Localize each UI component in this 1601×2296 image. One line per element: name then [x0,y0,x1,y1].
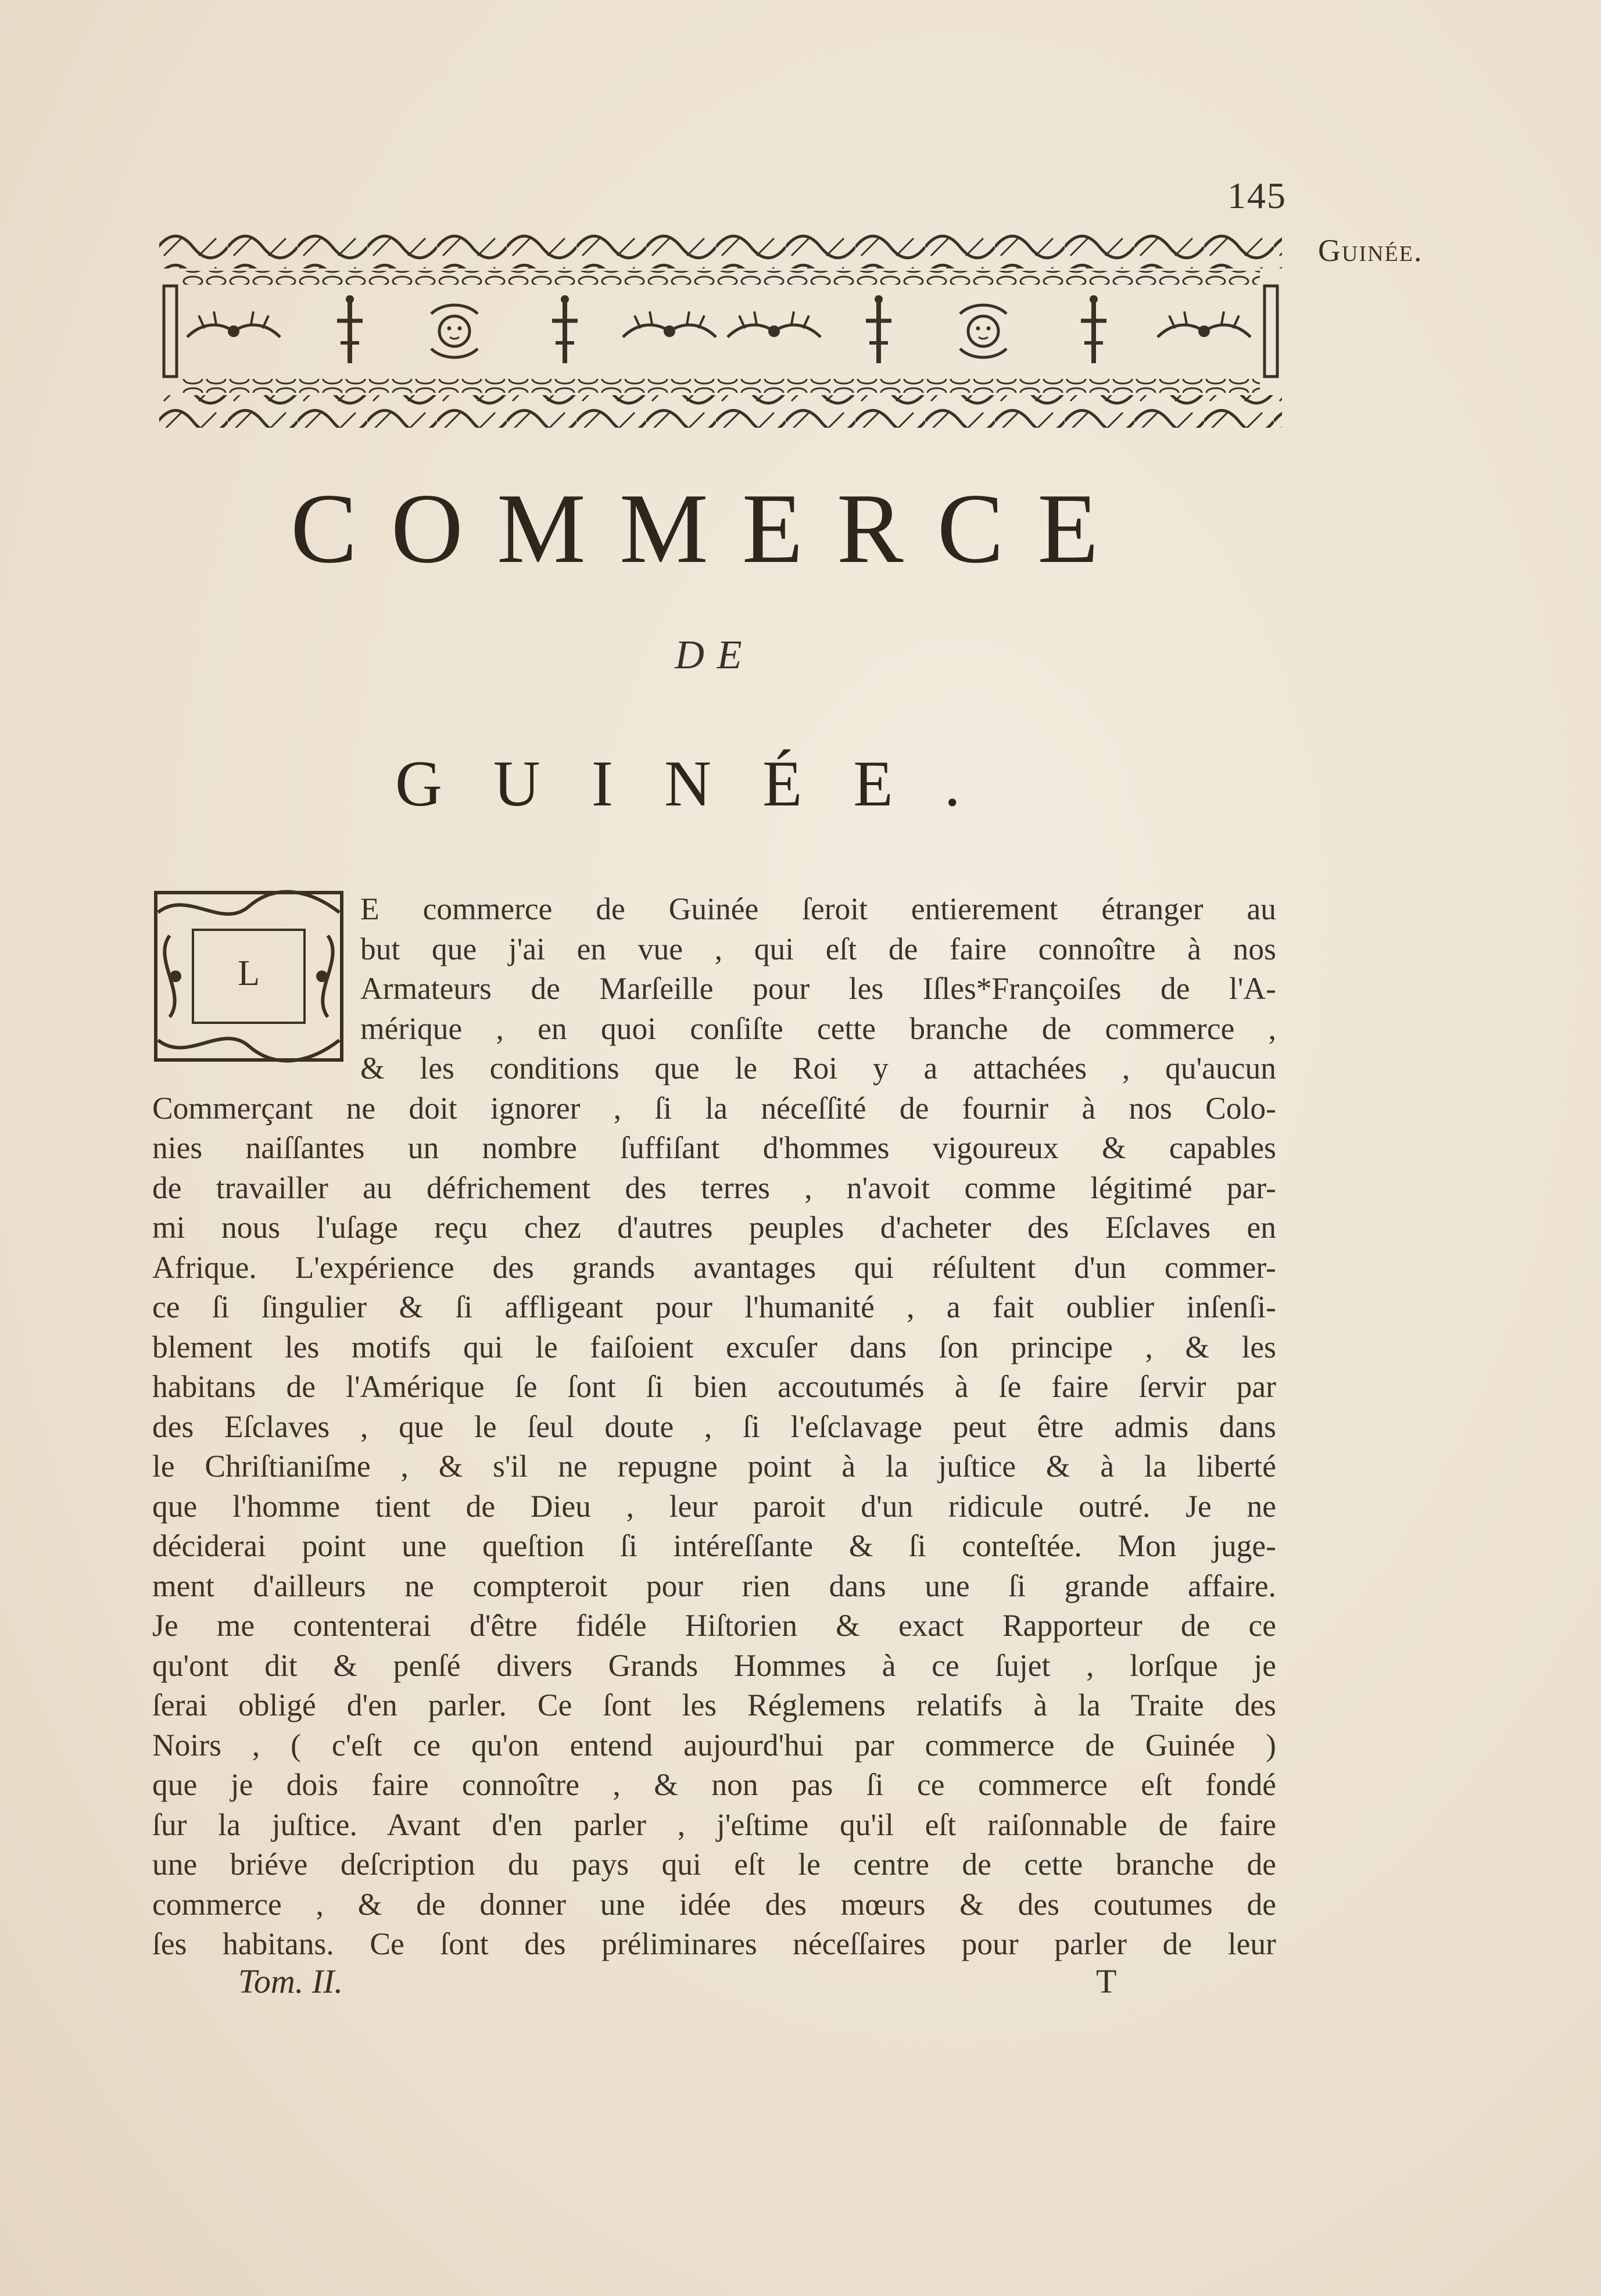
page-number: 145 [1227,175,1287,216]
footer-signature-mark: T [1096,1962,1117,2000]
text-line: Afrique. L'expérience des grands avantages qui réſultent d'un commer- [152,1249,1276,1285]
text-line: E commerce de Guinée ſeroit entierement étranger au [360,891,1276,926]
text-line: commerce , & de donner une idée des mœurs & des coutumes de [152,1886,1276,1922]
text-line: que l'homme tient de Dieu , leur paroit d'un ridicule outré. Je ne [152,1488,1276,1524]
text-line: déciderai point une queſtion ſi intéreſſante & ſi conteſtée. Mon juge- [152,1528,1276,1563]
text-line: but que j'ai en vue , qui eſt de faire connoître à nos [360,931,1276,966]
text-line: des Eſclaves , que le ſeul doute , ſi l'eſclavage peut être admis dans [152,1409,1276,1444]
running-head: Guinée. [1318,233,1423,268]
text-line: Noirs , ( c'eſt ce qu'on entend aujourd'hui par commerce de Guinée ) [152,1727,1276,1763]
text-line: habitans de l'Amérique ſe ſont ſi bien accoutumés à ſe faire ſervir par [152,1369,1276,1404]
text-line: nies naiſſantes un nombre ſuffiſant d'hommes vigoureux & capables [152,1130,1276,1165]
drop-cap-letter: L [238,954,260,993]
text-line: ſerai obligé d'en parler. Ce ſont les Réglemens relatifs à la Traite des [152,1688,1276,1722]
text-line: & les conditions que le Roi y a attachées , qu'aucun [360,1051,1276,1086]
text-line: Commerçant ne doit ignorer , ſi la néceſſité de fournir à nos Colo- [152,1090,1276,1126]
text-line: une briéve deſcription du pays qui eſt le centre de cette branche de [152,1847,1276,1882]
text-line: Je me contenterai d'être fidéle Hiſtorien & exact Rapporteur de ce [152,1608,1276,1643]
body-text [152,889,1276,1964]
headpiece-ornament [158,232,1283,430]
text-line: qu'ont dit & penſé divers Grands Hommes à ce ſujet , lorſque je [152,1647,1276,1683]
text-line: ce ſi ſingulier & ſi affligeant pour l'humanité , a fait oublier inſenſi- [152,1290,1276,1324]
text-line: que je dois faire connoître , & non pas ſi ce commerce eſt fondé [152,1767,1276,1802]
text-line: blement les motifs qui le faiſoient excuſer dans ſon principe , & les [152,1329,1276,1364]
text-line: de travailler au défrichement des terres , n'avoit comme légitimé par- [152,1170,1276,1205]
text-line: le Chriſtianiſme , & s'il ne repugne point à la juſtice & à la liberté [152,1449,1276,1484]
text-line: mérique , en quoi conſiſte cette branche de commerce , [360,1011,1276,1046]
text-line: Armateurs de Marſeille pour les Iſles*Françoiſes de l'A- [360,971,1276,1006]
title-de: DE [675,633,755,678]
text-line: ment d'ailleurs ne compteroit pour rien dans une ſi grande affaire. [152,1568,1276,1603]
footer-volume: Tom. II. [238,1962,343,2000]
text-line: ſur la juſtice. Avant d'en parler , j'eſtime qu'il eſt raiſonnable de faire [152,1807,1276,1842]
title-commerce: COMMERCE [291,474,1133,584]
text-line: ſes habitans. Ce ſont des préliminares néceſſaires pour parler de leur [152,1926,1276,1961]
text-line: mi nous l'uſage reçu chez d'autres peuples d'acheter des Eſclaves en [152,1210,1276,1245]
title-guinee: GUINÉE. [395,748,1012,820]
